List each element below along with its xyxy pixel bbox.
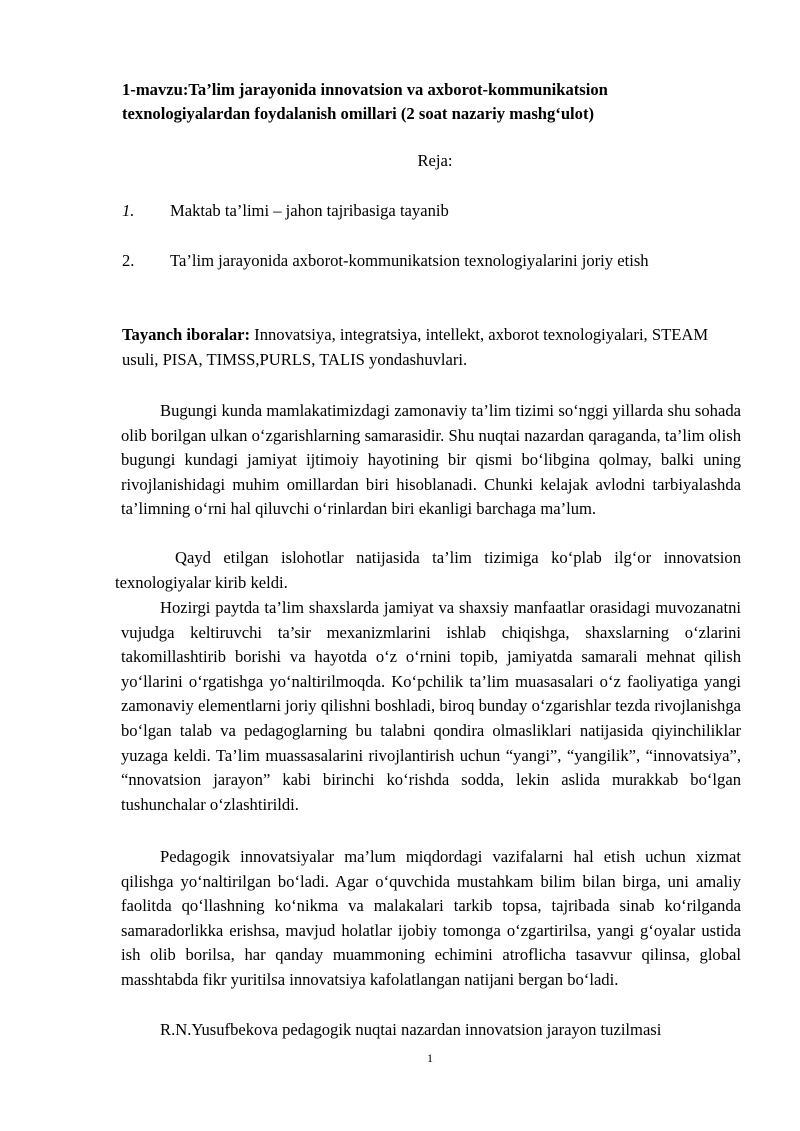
plan-item-number: 2. — [122, 251, 135, 270]
plan-item-2 — [122, 249, 702, 273]
page-number: 1 — [427, 1051, 433, 1065]
keywords-block — [122, 322, 742, 372]
plan-heading: Reja: — [417, 151, 453, 170]
body-paragraph: Hozirgi paytda ta’lim shaxslarda jamiyat va shaxsiy manfaatlar orasidagi muvozanatni vujudga keltiruvchi ta’sir mexanizmlarini ishlab chiqishga, shaxslarning o‘zlarini takomillashtirib borishi va hayotda o‘z o‘rnini topib, jamiyatda samarali mehnat qilish yo‘llarini o‘rgatishga yo‘naltirilmoqda. Ko‘pchilik ta’lim muasasalari o‘z faoliyatiga yangi zamonaviy elementlarni joriy qilishni boshladi, biroq bunday o‘zgarishlar tezda rivojlanishga bo‘lgan talab va pedagoglarning bu talabni qondira olmasliklari natijasida qiyinchiliklar yuzaga keldi. Ta’lim muassasalarini rivojlantirish uchun “yangi”, “yangilik”, “innovatsiya”, “nnovatsion jarayon” kabi birinchi ko‘rishda sodda, lekin aslida murakkab bo‘lgan tushunchalar o‘zlashtirildi. — [121, 598, 741, 814]
body-paragraph: R.N.Yusufbekova pedagogik nuqtai nazardan innovatsion jarayon tuzilmasi — [160, 1020, 662, 1039]
page-title: 1-mavzu:Ta’lim jarayonida innovatsion va axborot-kommunikatsion texnologiyalardan foydalanish omillari (2 soat nazariy mashg‘ulot) — [122, 80, 608, 123]
keywords-label: Tayanch iboralar: — [122, 325, 251, 344]
keywords-text: Innovatsiya, integratsiya, intellekt, axborot texnologiyalari, STEAM usuli, PISA, TIMSS,PURLS, TALIS yondashuvlari. — [122, 325, 709, 369]
plan-item-text: Maktab ta’limi – jahon tajribasiga tayanib — [170, 201, 449, 220]
body-paragraph: Pedagogik innovatsiyalar ma’lum miqdordagi vazifalarni hal etish uchun xizmat qilishga yo‘naltirilgan bo‘ladi. Agar o‘quvchida mustahkam bilim bilan birga, uni amaliy faolitda qo‘llashning ko‘nikma va malakalari tarkib topsa, tajribada sinab ko‘rilganda samaradorlikka erishsa, mavjud holatlar ijobiy tomonga o‘zgartirilsa, yangi g‘oyalar ustida ish olib borilsa, har qanday muammoning echimini atroflicha tasavvur qilinsa, global masshtabda fikr yuritilsa innovatsiya kafolatlangan natijani bergan bo‘ladi. — [121, 847, 741, 989]
body-paragraph: Qayd etilgan islohotlar natijasida ta’lim tizimiga ko‘plab ilg‘or innovatsion texnologiyalar kirib keldi. — [115, 548, 741, 592]
plan-item-text: Ta’lim jarayonida axborot-kommunikatsion texnologiyalarini joriy etish — [170, 251, 649, 270]
body-paragraph: Bugungi kunda mamlakatimizdagi zamonaviy ta’lim tizimi so‘nggi yillarda shu sohada olib borilgan ulkan o‘zgarishlarning samarasidir. Shu nuqtai nazardan qaraganda, ta’lim olish bugungi kundagi jamiyat ijtimoiy hayotining bir qismi bo‘libgina qolmay, balki uning rivojlanishidagi muhim omillardan biri hisoblanadi. Chunki kelajak avlodni tarbiyalashda ta’limning o‘rni hal qiluvchi o‘rinlardan biri ekanligi barchaga ma’lum. — [121, 401, 741, 519]
plan-item-1 — [122, 200, 449, 222]
plan-item-number: 1. — [122, 201, 135, 220]
